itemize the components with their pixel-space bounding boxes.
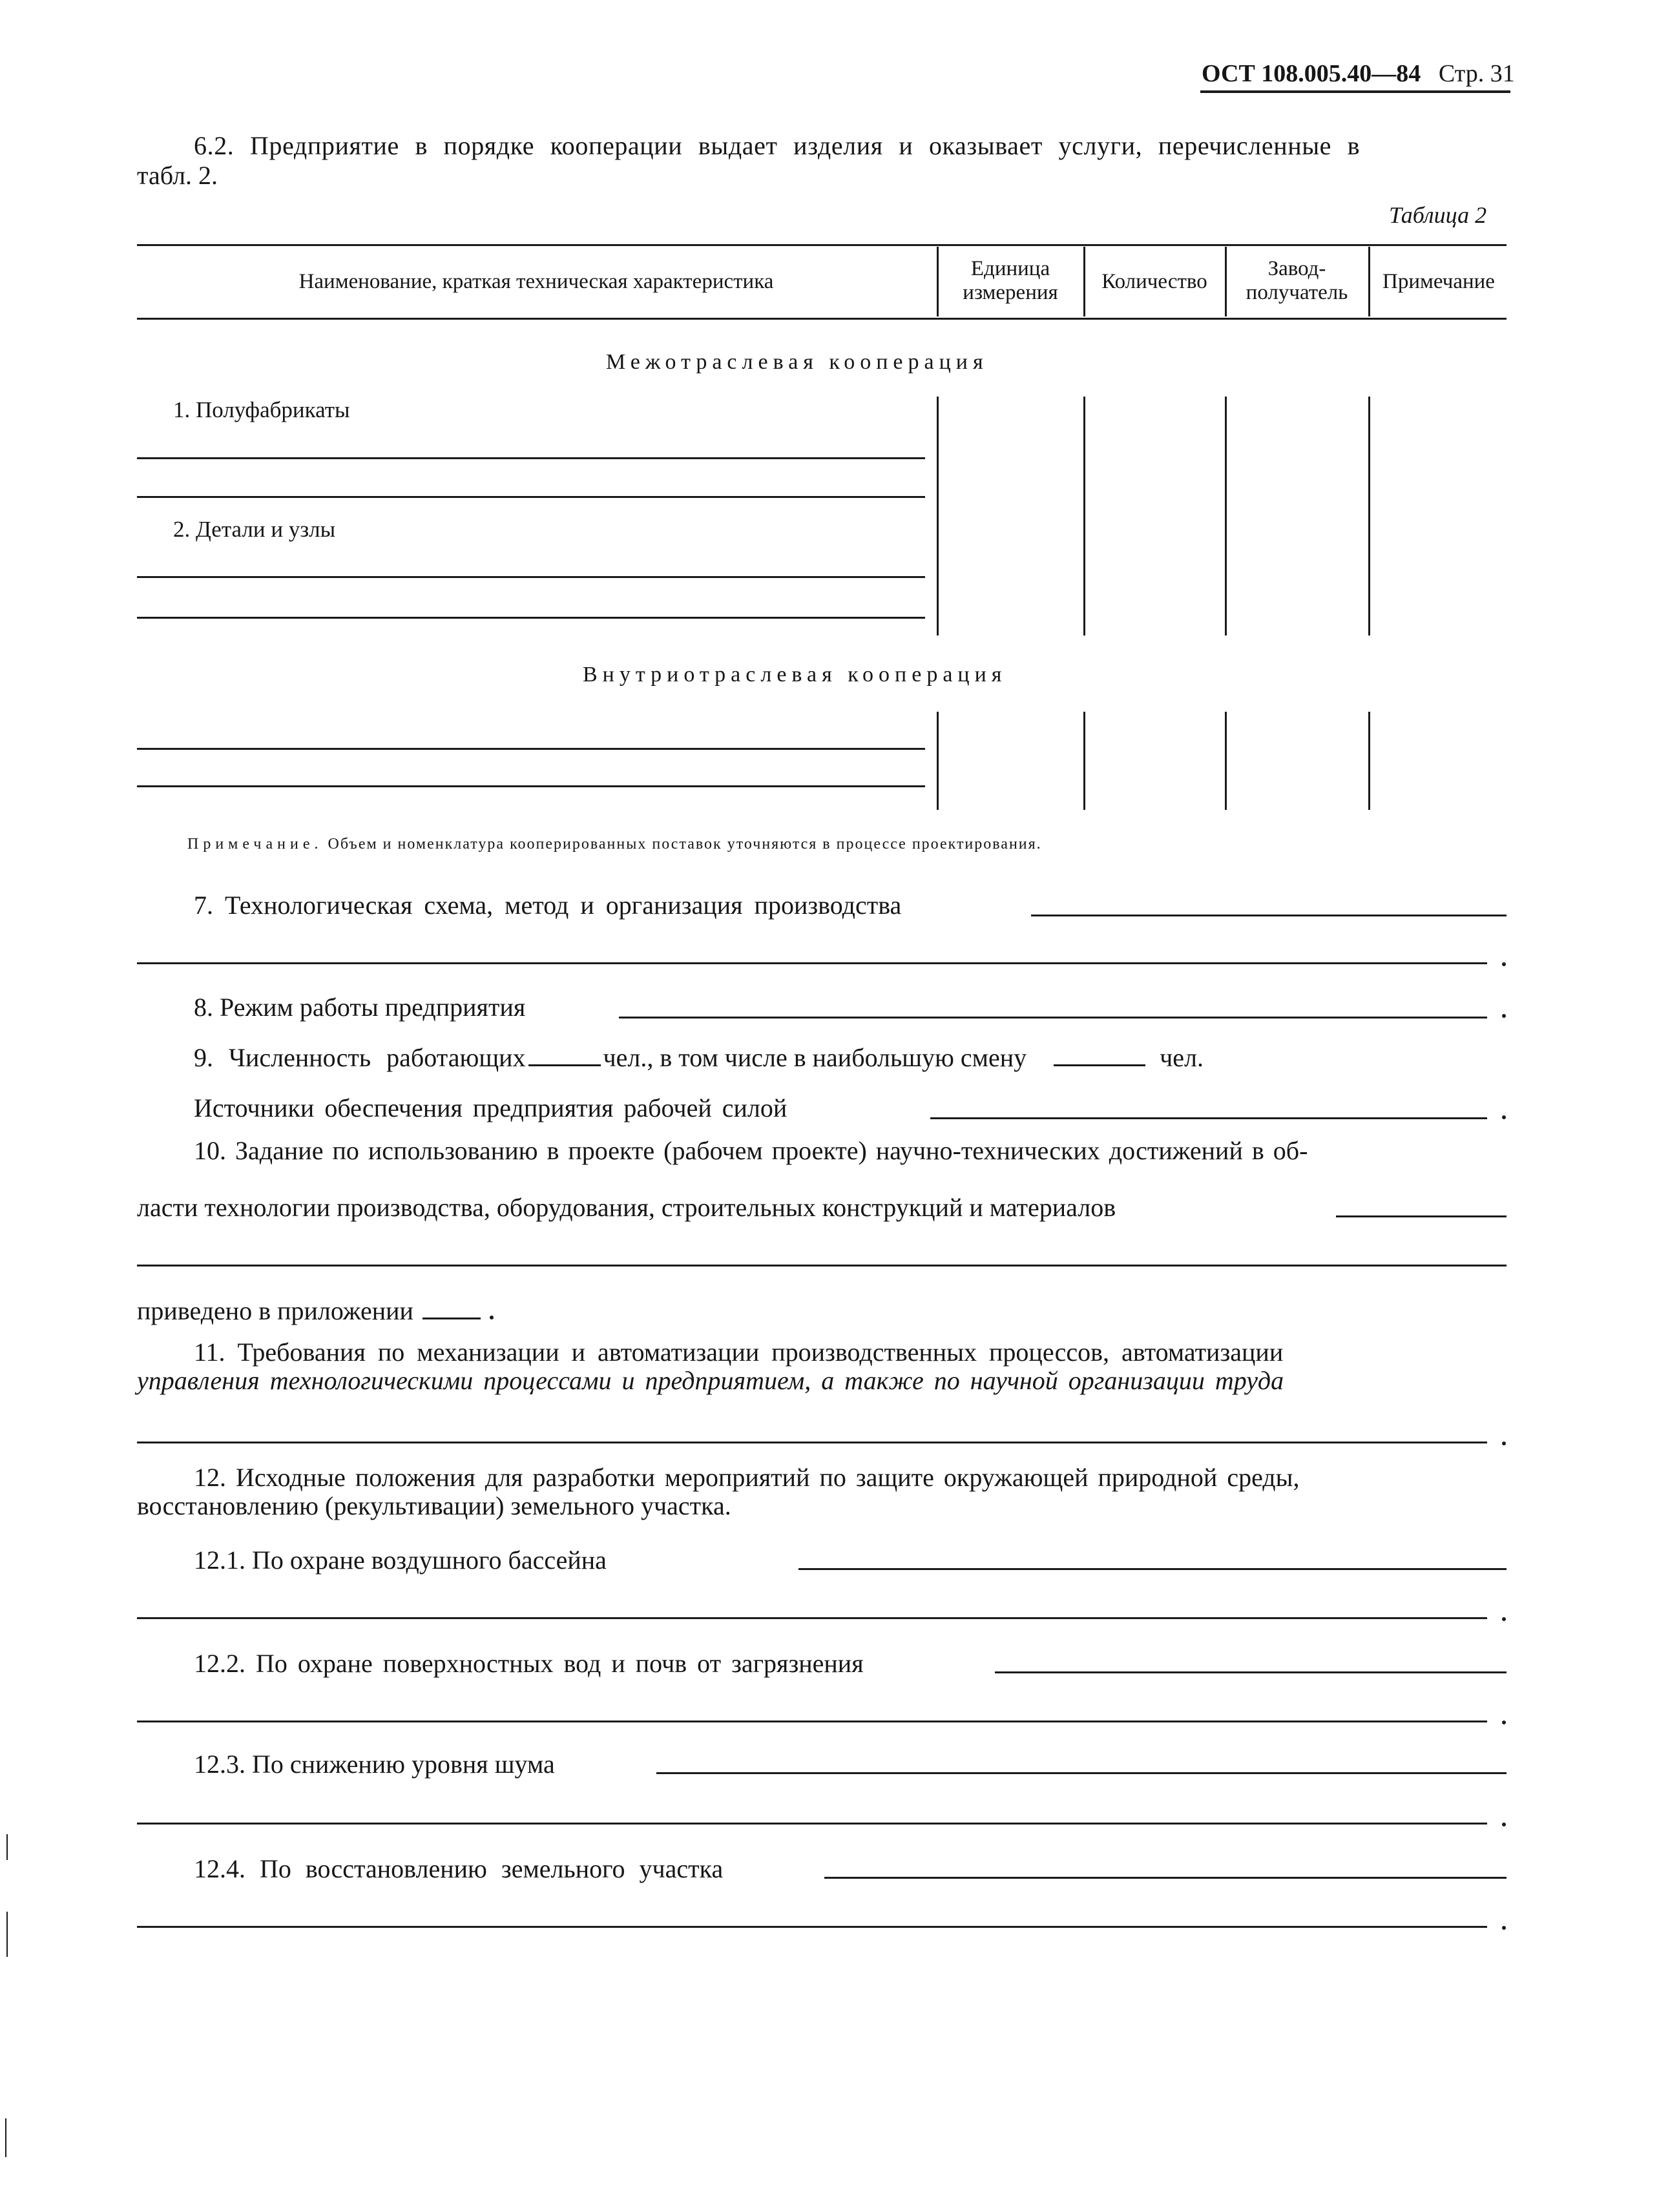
line-end-dot [1502,1617,1506,1621]
table-fill-line [137,457,925,459]
table-fill-line [137,785,925,787]
table-fill-line [137,496,925,498]
line-end-dot [1502,1115,1506,1119]
item-11-line2: управления технологическими процессами и предприятием, а также по научной организации труда [137,1366,1284,1395]
table-header-bottom-border [137,318,1507,320]
item-12-3-label: 12.3. По снижению уровня шума [194,1750,555,1779]
col-header-unit-line1: Единица [970,257,1050,280]
col-divider [1225,397,1227,636]
col-header-recipient [1226,257,1368,305]
item-10-fill-line [137,1265,1507,1266]
line-end-dot [1502,1823,1506,1826]
table-fill-line [137,576,925,578]
item-12-4-label: 12.4. По восстановлению земельного участка [194,1854,724,1883]
line-end-dot [1502,1926,1506,1930]
item-10-line1: 10. Задание по использованию в проекте (рабочем проекте) научно-технических достижений в об- [194,1136,1308,1165]
item-9-part1: 9. Численность работающих [194,1043,526,1072]
item-7-fill-line [1031,915,1507,916]
item-10-appendix-blank [422,1298,481,1319]
item-9-sources-fill-line [930,1117,1487,1119]
col-header-unit [938,257,1083,305]
item-9-blank-workers [528,1045,601,1066]
footnote-label: Примечание. [187,836,323,853]
item-10-fill-line [1336,1215,1507,1217]
item-9-part3: чел. [1160,1043,1204,1072]
col-divider [1083,397,1085,636]
table-fill-line [137,748,925,750]
footnote-text: Объем и номенклатура кооперированных поставок уточняются в процессе проектирования. [328,836,1042,853]
item-10-line2: ласти технологии производства, оборудования, строительных конструкций и материалов [137,1193,1116,1222]
item-11-line1: 11. Требования по механизации и автоматизации производственных процессов, автоматизации [194,1338,1284,1367]
col-header-recipient-line2: получатель [1246,280,1348,304]
table-fill-line [137,617,925,619]
col-divider [937,712,939,810]
item-9-sources: Источники обеспечения предприятия рабочей силой [194,1093,787,1122]
line-end-dot [1502,1014,1506,1018]
col-divider [1083,712,1085,810]
col-header-quantity: Количество [1101,270,1207,293]
table-caption: Таблица 2 [1389,202,1487,228]
item-10-appendix-label: приведено в приложении [137,1296,413,1325]
item-10-period [490,1316,494,1319]
col-divider [1368,712,1370,810]
page-number: Стр. 31 [1438,60,1515,87]
item-12-3-fill-line [656,1772,1507,1774]
item-12-1-fill-line [137,1617,1487,1619]
item-9-part2: чел., в том числе в наибольшую смену [603,1043,1027,1072]
item-11-fill-line [137,1442,1487,1443]
section-6-2-line1: 6.2. Предприятие в порядке кооперации выдает изделия и оказывает услуги, перечисленные в [194,131,1361,160]
table-top-border [137,244,1507,246]
item-12-line2: восстановлению (рекультивации) земельного участка. [137,1491,731,1520]
item-7-label: 7. Технологическая схема, метод и организация производства [194,891,902,920]
table-item-semifinished: 1. Полуфабрикаты [173,397,350,422]
item-9-blank-shift [1054,1045,1145,1066]
col-header-unit-line2: измерения [963,280,1058,304]
line-end-dot [1502,1442,1506,1445]
group-intersectoral: Межотраслевая кооперация [606,350,988,374]
item-12-3-fill-line [137,1823,1487,1824]
table-item-parts: 2. Детали и узлы [173,517,336,542]
section-6-2-line2: табл. 2. [137,161,218,190]
item-7-fill-line [137,962,1487,964]
line-end-dot [1502,962,1506,966]
item-12-2-fill-line [995,1671,1507,1673]
line-end-dot [1502,1721,1506,1724]
header-underline [1200,90,1510,93]
table-footnote [187,836,1042,853]
item-8-label: 8. Режим работы предприятия [194,993,526,1022]
col-header-recipient-line1: Завод- [1267,257,1326,280]
item-12-2-fill-line [137,1721,1487,1722]
item-12-2-label: 12.2. По охране поверхностных вод и почв от загрязнения [194,1649,864,1678]
group-intrasectoral: Внутриотраслевая кооперация [583,663,1007,687]
col-header-note: Примечание [1382,270,1495,293]
item-12-line1: 12. Исходные положения для разработки мероприятий по защите окружающей природной среды, [194,1463,1300,1492]
item-10-line3 [137,1298,494,1324]
item-12-1-fill-line [798,1568,1507,1570]
scan-mark [6,1834,8,1860]
col-divider [1368,397,1370,636]
item-8-fill-line [619,1017,1487,1018]
doc-header [1202,59,1515,88]
col-divider [1225,712,1227,810]
item-12-1-label: 12.1. По охране воздушного бассейна [194,1545,607,1575]
item-12-4-fill-line [137,1926,1487,1928]
scan-mark [6,1912,8,1957]
col-divider [937,397,939,636]
item-9-line [194,1045,1204,1071]
col-header-name: Наименование, краткая техническая характеристика [298,270,774,293]
doc-number: ОСТ 108.005.40—84 [1202,60,1421,87]
item-12-4-fill-line [824,1877,1507,1879]
scan-mark [5,2118,6,2157]
